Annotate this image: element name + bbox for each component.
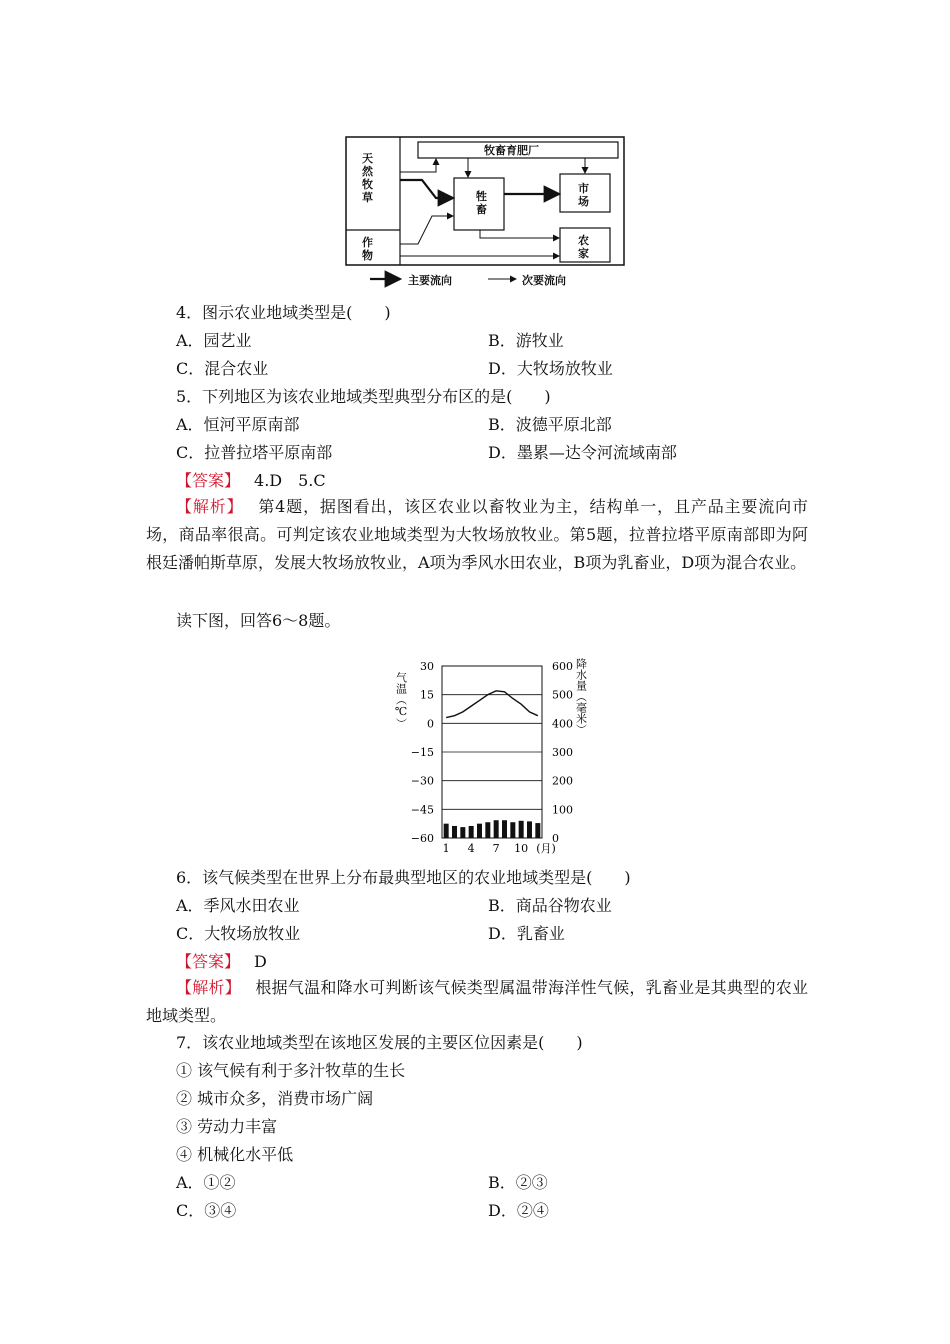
pasture-to-plant-arrow [400,159,436,172]
left-tick-label: −15 [410,746,434,759]
answer-tag: 【答案】 [176,471,241,490]
precip-bar [485,822,490,838]
answer-text: D [254,952,267,971]
x-tick-label: 1 [442,842,450,855]
right-tick-label: 600 [552,660,573,673]
left-tick-label: 15 [420,688,434,702]
q5-stem: 5．下列地区为该农业地域类型典型分布区的是( ) [176,387,551,406]
explanation-tag: 【解析】 [176,978,242,997]
precip-bar [444,824,449,838]
answer-6 [176,952,267,972]
q4-option-b: B．游牧业 [488,331,564,350]
node-pasture: 天然牧草 [362,152,373,204]
node-crops: 作物 [362,236,373,262]
left-tick-label: 0 [427,717,434,731]
right-tick-label: 100 [552,803,573,817]
q6-option-a: A．季风水田农业 [176,896,300,915]
right-tick-label: 400 [552,717,573,731]
q7-item-4: ④ 机械化水平低 [176,1145,294,1164]
q6-option-d: D．乳畜业 [488,924,565,943]
q5-option-d: D．墨累—达令河流域南部 [488,443,677,462]
left-tick-label: −30 [410,774,434,788]
q7-option-a: A．①② [176,1173,236,1192]
q6-stem: 6．该气候类型在世界上分布最典型地区的农业地域类型是( ) [176,868,631,887]
right-tick-label: 0 [552,832,559,845]
right-axis-title: 降水量（毫米） [574,658,588,735]
answer-text: 4.D 5.C [254,471,326,490]
q7-stem: 7．该农业地域类型在该地区发展的主要区位因素是( ) [176,1033,583,1052]
precip-bar [477,824,482,838]
q7-item-3: ③ 劳动力丰富 [176,1117,278,1136]
q7-option-c: C．③④ [176,1201,237,1220]
crops-to-livestock-arrow [400,216,453,244]
q4-option-a: A．园艺业 [176,331,252,350]
legend-main-label: 主要流向 [408,274,452,287]
left-axis-title: 气温（℃） [394,672,408,729]
right-tick-label: 500 [552,688,573,702]
q4-option-c: C．混合农业 [176,359,269,378]
precip-bar [510,822,515,838]
q6-option-c: C．大牧场放牧业 [176,924,301,943]
node-market: 市场 [578,182,589,208]
left-tick-label: −45 [410,803,434,817]
x-tick-label: 10 [514,842,529,855]
explanation-tag: 【解析】 [176,497,244,516]
precip-bar [519,821,524,838]
q5-option-a: A．恒河平原南部 [176,415,300,434]
precip-bar [502,820,507,838]
precip-bar [527,821,532,838]
explanation-4-5 [146,493,808,577]
precip-bar [494,820,499,838]
q7-option-b: B．②③ [488,1173,548,1192]
q5-option-b: B．波德平原北部 [488,415,612,434]
explanation-text: 根据气温和降水可判断该气候类型属温带海洋性气候，乳畜业是其典型的农业地域类型。 [146,978,808,1025]
pasture-to-livestock-arrow [400,180,453,198]
explanation-6 [146,974,808,1030]
explanation-text: 第4题，据图看出，该区农业以畜牧业为主，结构单一，且产品主要流向市场，商品率很高。可判定该农业地域类型为大牧场放牧业。第5题，拉普拉塔平原南部即为阿根廷潘帕斯草原，发展大牧场放牧业，A项为季风水田农业，B项为乳畜业，D项为混合农业。 [146,497,808,572]
intro-6-8: 读下图，回答6～8题。 [176,611,341,630]
precip-bar [460,827,465,838]
node-livestock: 牲畜 [476,190,487,216]
answer-4-5 [176,471,326,491]
precip-bar [452,826,457,838]
legend-secondary-label: 次要流向 [522,274,566,287]
livestock-to-farm-arrow [480,230,559,238]
x-tick-label: 4 [467,842,475,855]
answer-tag: 【答案】 [176,952,241,971]
left-tick-label: 30 [420,660,434,673]
q4-stem: 4．图示农业地域类型是( ) [176,303,391,322]
right-tick-label: 300 [552,746,573,759]
precip-bar [469,826,474,838]
q4-option-d: D．大牧场放牧业 [488,359,613,378]
q6-option-b: B．商品谷物农业 [488,896,612,915]
right-tick-label: 200 [552,774,573,788]
q7-item-2: ② 城市众多，消费市场广阔 [176,1089,374,1108]
q7-item-1: ① 该气候有利于多汁牧草的生长 [176,1061,406,1080]
node-farm: 农家 [578,234,589,260]
climate-chart [385,648,595,858]
q5-option-c: C．拉普拉塔平原南部 [176,443,333,462]
precip-bar [535,823,540,838]
x-tick-label: 7 [492,842,500,855]
node-fertilizer-plant: 牧畜育肥厂 [484,144,539,157]
q7-option-d: D．②④ [488,1201,549,1220]
x-unit-label: (月) [536,842,556,855]
left-tick-label: −60 [410,832,434,845]
